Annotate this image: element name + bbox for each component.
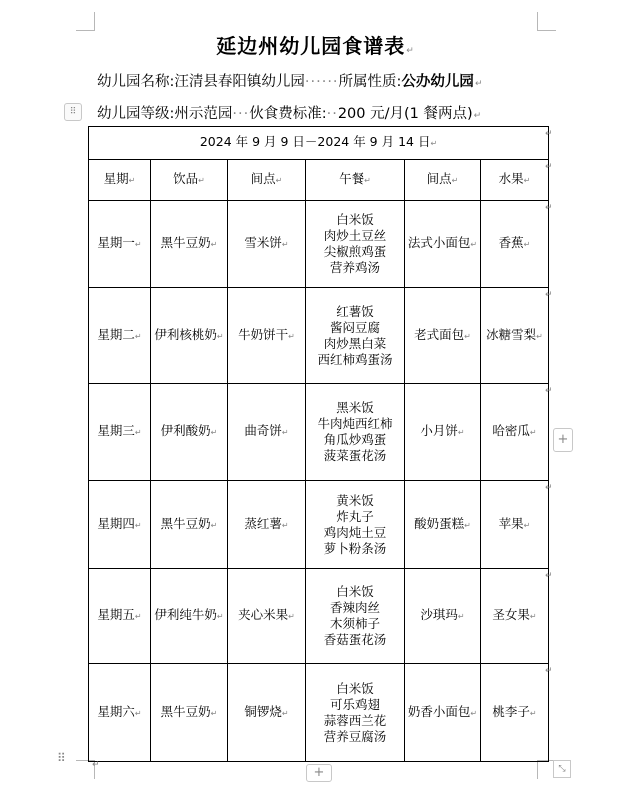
table-anchor-icon[interactable]: ⠿ bbox=[64, 103, 82, 121]
lunch-dish: 角瓜炒鸡蛋 bbox=[323, 432, 387, 447]
menu-row bbox=[89, 481, 549, 569]
lunch-dish: 西红柿鸡蛋汤 bbox=[317, 351, 393, 367]
date-row bbox=[89, 127, 549, 160]
header-cell[interactable]: 间点↵ bbox=[405, 160, 481, 201]
lunch-dish: 白米饭 bbox=[336, 212, 374, 227]
day-cell[interactable]: 星期六↵ bbox=[89, 664, 151, 762]
fruit-cell[interactable]: 苹果↵ bbox=[481, 481, 549, 569]
day-cell[interactable]: 星期一↵ bbox=[89, 201, 151, 288]
add-row-button[interactable]: + bbox=[306, 764, 332, 782]
lunch-dish: 营养鸡汤 bbox=[329, 260, 380, 275]
lunch-cell[interactable] bbox=[306, 481, 405, 569]
crop-mark-top-right bbox=[537, 12, 556, 31]
morning-snack-cell[interactable]: 蒸红薯↵ bbox=[228, 481, 306, 569]
row-end-mark: ↵ bbox=[545, 289, 553, 300]
menu-row bbox=[89, 384, 549, 481]
afternoon-snack-cell[interactable]: 小月饼↵ bbox=[405, 384, 481, 481]
lunch-dish: 香菇蛋花汤 bbox=[323, 632, 387, 647]
menu-table[interactable] bbox=[88, 126, 549, 762]
day-cell[interactable]: 星期五↵ bbox=[89, 569, 151, 664]
add-column-button[interactable]: + bbox=[553, 428, 573, 452]
info-line-kindergarten[interactable]: 幼儿园名称:汪清县春阳镇幼儿园······所属性质:公办幼儿园↵ bbox=[97, 74, 483, 90]
fruit-cell[interactable]: 哈密瓜↵ bbox=[481, 384, 549, 481]
lunch-cell[interactable] bbox=[306, 384, 405, 481]
drink-cell[interactable]: 黑牛豆奶↵ bbox=[151, 201, 228, 288]
row-end-mark: ↵ bbox=[545, 202, 553, 213]
afternoon-snack-cell[interactable]: 奶香小面包↵ bbox=[405, 664, 481, 762]
afternoon-snack-cell[interactable]: 老式面包↵ bbox=[405, 288, 481, 384]
lunch-dish: 黑米饭 bbox=[336, 400, 374, 415]
morning-snack-cell[interactable]: 夹心米果↵ bbox=[228, 569, 306, 664]
spacer-dots: ······ bbox=[304, 74, 339, 90]
fruit-cell[interactable]: 香蕉↵ bbox=[481, 201, 549, 288]
lunch-cell[interactable] bbox=[306, 569, 405, 664]
header-cell[interactable]: 午餐↵ bbox=[306, 160, 405, 201]
nature-label: 所属性质: bbox=[338, 74, 402, 90]
lunch-cell[interactable] bbox=[306, 288, 405, 384]
lunch-dish: 酱闷豆腐 bbox=[329, 319, 380, 335]
info-line-level[interactable]: 幼儿园等级:州示范园···伙食费标准:··200 元/月(1 餐两点)↵ bbox=[97, 106, 482, 122]
drink-cell[interactable]: 伊利纯牛奶↵ bbox=[151, 569, 228, 664]
fee-value: 200 元/月(1 餐两点) bbox=[337, 106, 473, 122]
morning-snack-cell[interactable]: 曲奇饼↵ bbox=[228, 384, 306, 481]
header-cell[interactable]: 星期↵ bbox=[89, 160, 151, 201]
lunch-dish: 菠菜蛋花汤 bbox=[323, 448, 387, 463]
fruit-cell[interactable]: 圣女果↵ bbox=[481, 569, 549, 664]
lunch-dish: 蒜蓉西兰花 bbox=[323, 712, 387, 728]
menu-row bbox=[89, 664, 549, 762]
lunch-dish: 营养豆腐汤 bbox=[323, 728, 387, 744]
kindergarten-name-value: 汪清县春阳镇幼儿园 bbox=[174, 74, 305, 90]
lunch-cell[interactable] bbox=[306, 201, 405, 288]
page-title[interactable]: 延边州幼儿园食谱表↵ bbox=[216, 34, 415, 58]
menu-row bbox=[89, 201, 549, 288]
header-cell[interactable]: 水果↵ bbox=[481, 160, 549, 201]
lunch-dish: 炸丸子 bbox=[336, 508, 374, 524]
row-end-mark: ↵ bbox=[545, 128, 553, 139]
kindergarten-name-label: 幼儿园名称: bbox=[97, 74, 175, 90]
header-row bbox=[89, 160, 549, 201]
row-end-mark: ↵ bbox=[545, 570, 553, 581]
afternoon-snack-cell[interactable]: 酸奶蛋糕↵ bbox=[405, 481, 481, 569]
afternoon-snack-cell[interactable]: 沙琪玛↵ bbox=[405, 569, 481, 664]
drink-cell[interactable]: 伊利核桃奶↵ bbox=[151, 288, 228, 384]
spacer-dots: ·· bbox=[326, 106, 338, 122]
table-move-handle-icon[interactable]: ⠿ bbox=[57, 751, 65, 765]
lunch-dish: 白米饭 bbox=[336, 584, 374, 599]
drink-cell[interactable]: 黑牛豆奶↵ bbox=[151, 481, 228, 569]
lunch-dish: 肉炒土豆丝 bbox=[323, 228, 387, 243]
morning-snack-cell[interactable]: 雪米饼↵ bbox=[228, 201, 306, 288]
table-resize-icon[interactable]: ⤡ bbox=[553, 760, 571, 778]
fruit-cell[interactable]: 桃李子↵ bbox=[481, 664, 549, 762]
header-cell[interactable]: 间点↵ bbox=[228, 160, 306, 201]
drink-cell[interactable]: 黑牛豆奶↵ bbox=[151, 664, 228, 762]
header-cell[interactable]: 饮品↵ bbox=[151, 160, 228, 201]
fee-label: 伙食费标准: bbox=[249, 106, 327, 122]
menu-row bbox=[89, 569, 549, 664]
date-range-cell[interactable]: 2024 年 9 月 9 日－2024 年 9 月 14 日↵ bbox=[89, 127, 549, 160]
row-end-mark: ↵ bbox=[545, 161, 553, 172]
lunch-dish: 鸡肉炖土豆 bbox=[323, 524, 387, 540]
row-end-mark: ↵ bbox=[545, 482, 553, 493]
nature-value: 公办幼儿园 bbox=[401, 74, 474, 90]
fruit-cell[interactable]: 冰糖雪梨↵ bbox=[481, 288, 549, 384]
paragraph-mark: ↵ bbox=[92, 760, 100, 770]
lunch-dish: 牛肉炖西红柿 bbox=[317, 416, 393, 431]
lunch-dish: 红薯饭 bbox=[336, 303, 374, 319]
level-label: 幼儿园等级: bbox=[97, 106, 175, 122]
lunch-dish: 香辣肉丝 bbox=[329, 600, 380, 615]
day-cell[interactable]: 星期三↵ bbox=[89, 384, 151, 481]
afternoon-snack-cell[interactable]: 法式小面包↵ bbox=[405, 201, 481, 288]
morning-snack-cell[interactable]: 铜锣烧↵ bbox=[228, 664, 306, 762]
lunch-dish: 木须柿子 bbox=[329, 616, 380, 631]
row-end-mark: ↵ bbox=[545, 665, 553, 676]
lunch-dish: 可乐鸡翅 bbox=[329, 696, 380, 712]
lunch-dish: 萝卜粉条汤 bbox=[323, 540, 387, 556]
level-value: 州示范园 bbox=[174, 106, 233, 122]
menu-row bbox=[89, 288, 549, 384]
lunch-dish: 肉炒黑白菜 bbox=[323, 335, 387, 351]
day-cell[interactable]: 星期四↵ bbox=[89, 481, 151, 569]
lunch-cell[interactable] bbox=[306, 664, 405, 762]
lunch-dish: 黄米饭 bbox=[336, 492, 374, 508]
day-cell[interactable]: 星期二↵ bbox=[89, 288, 151, 384]
lunch-dish: 白米饭 bbox=[336, 680, 374, 696]
crop-mark-top-left bbox=[76, 12, 95, 31]
row-end-mark: ↵ bbox=[545, 385, 553, 396]
lunch-dish: 尖椒煎鸡蛋 bbox=[323, 244, 387, 259]
spacer-dots: ··· bbox=[232, 106, 250, 122]
morning-snack-cell[interactable]: 牛奶饼干↵ bbox=[228, 288, 306, 384]
drink-cell[interactable]: 伊利酸奶↵ bbox=[151, 384, 228, 481]
